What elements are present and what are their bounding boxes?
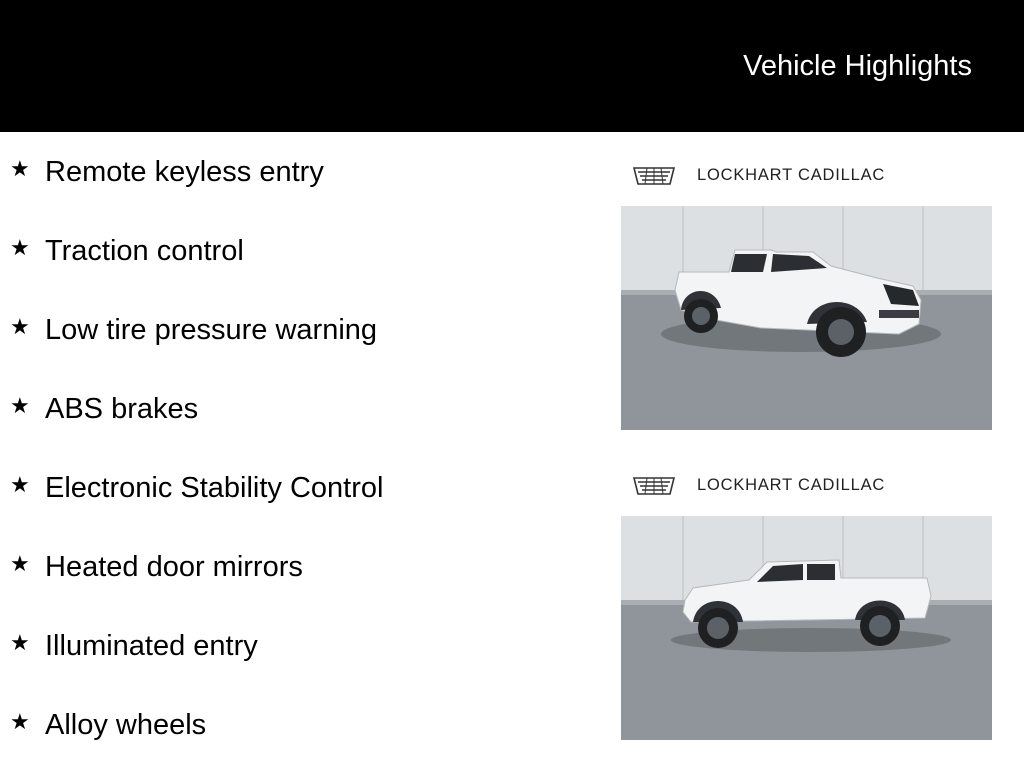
star-icon: ★ [10,156,30,181]
feature-label: Low tire pressure warning [45,314,378,346]
header-bar [0,0,1024,132]
dealer-name: LOCKHART CADILLAC [697,476,886,494]
star-icon: ★ [10,472,30,497]
vehicle-photo-card[interactable] [621,150,992,430]
cadillac-crest-icon [633,165,675,187]
feature-label: Remote keyless entry [45,156,324,188]
list-item [10,705,206,745]
star-icon: ★ [10,709,30,734]
cadillac-crest-icon [633,475,675,497]
dealer-brand-bar [621,150,992,206]
star-icon: ★ [10,393,30,418]
list-item [10,152,324,192]
star-icon: ★ [10,551,30,576]
list-item [10,389,198,429]
vehicle-photo-card[interactable] [621,460,992,740]
star-icon: ★ [10,235,30,260]
feature-label: Traction control [45,235,244,267]
dealer-brand-bar [621,460,992,516]
feature-label: Electronic Stability Control [45,472,384,504]
page-title: Vehicle Highlights [743,50,972,82]
truck-photo-front [621,206,992,430]
dealer-name: LOCKHART CADILLAC [697,166,886,184]
star-icon: ★ [10,314,30,339]
list-item [10,310,377,350]
feature-label: Heated door mirrors [45,551,303,583]
star-icon: ★ [10,630,30,655]
list-item [10,231,244,271]
list-item [10,626,258,666]
truck-photo-side [621,516,992,740]
feature-label: Illuminated entry [45,630,258,662]
feature-label: Alloy wheels [45,709,207,741]
list-item [10,547,303,587]
feature-label: ABS brakes [45,393,199,425]
list-item [10,468,383,508]
